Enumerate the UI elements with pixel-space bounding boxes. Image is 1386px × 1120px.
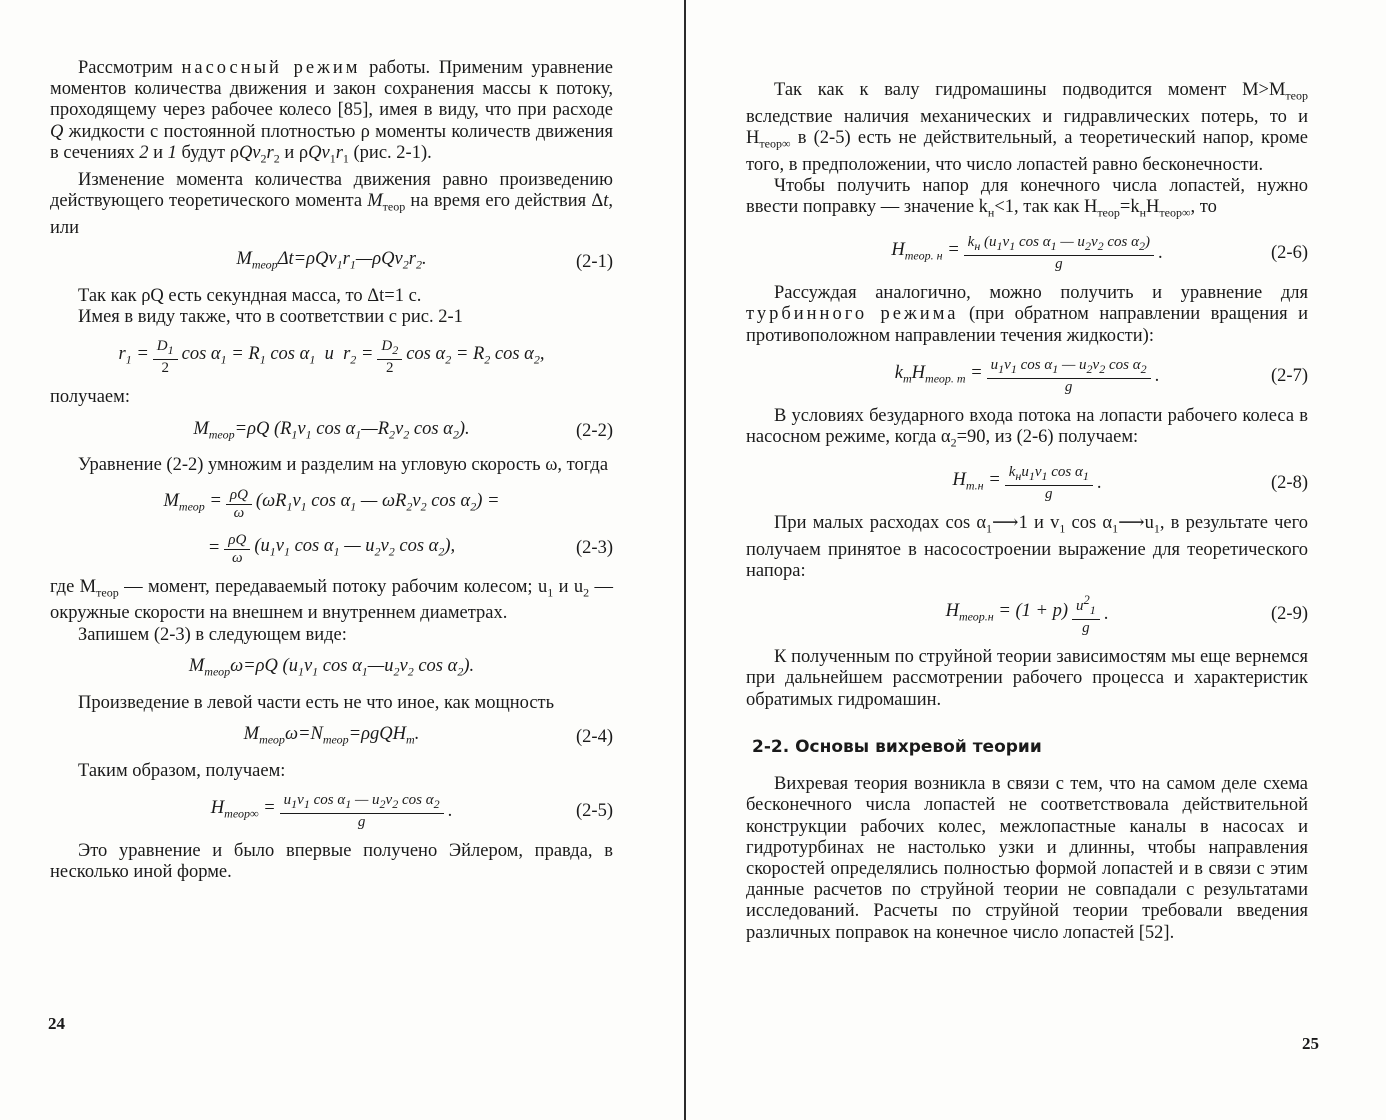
equation-2-2: $M_{теор}=\rho Q$ ($R_1v_1$ $\cos \alpha_1—R_2v_2$ $\cos \alpha_2$). (2-2) [193, 418, 613, 442]
equation-2-5: $H_{теор\infty}$ = $\frac{u_1v_1 \cos \alpha_1 — u_2v_2 \cos \alpha_2}{g}$ . (2-5) [210, 792, 613, 831]
paragraph-multiply: Уравнение (2-2) умножим и разделим на угловую скорость ω, тогда [78, 455, 609, 476]
equation-2-3-line1: $M_{теор}$ = $\frac{\rho Q}{\omega}$ ($\omega R_1v_1$ $\cos \alpha_1$ — $\omega R_2v_2$ $\cos \alpha_2$) = [163, 486, 500, 521]
paragraph-obtain: получаем: [50, 387, 130, 408]
paragraph-pump-mode: Рассмотрим насосный режим работы. Применим уравнение моментов количества движения и закон сохранения массы к потоку, проходящему через рабочее колесо [85], имея в виду, что при расходе Q жидкости с постоянной плотностью ρ моменты количеств движения в сечениях 2 и 1 будут $\rho Qv_2r_2$ и $\rho Qv_1r_1$ (рис. 2-1). [50, 58, 614, 166]
right-page [690, 0, 1386, 1120]
paragraph-euler: Это уравнение и было впервые получено Эйлером, правда, в несколько иной форме. [50, 841, 613, 883]
paragraph-vortex-theory: Вихревая теория возникла в связи с тем, что на самом деле схема бесконечного числа лопастей не соответствовала действительной конструкции рабочих колес, межлопастные каналы в насосах и гидротурбинах не настолько узки и длинны, чтобы направления скоростей определялись полностью формой лопастей и в связи с этим данные расчетов по струйной теории не совпадали с результатами исследований. Расчеты по струйной теории требовали введения различных поправок на конечное число лопастей [52]. [746, 774, 1308, 943]
equation-2-4: $M_{теор}\omega=N_{теор}=\rho gQH_т$. (2-4) [243, 723, 613, 747]
paragraph-fig-ref: Имея в виду также, что в соответствии с рис. 2-1 [78, 307, 463, 328]
paragraph-turbine-mode: Рассуждая аналогично, можно получить и уравнение для турбинного режима (при обратном направлении вращения и противоположном направлении течения жидкости): [746, 283, 1308, 346]
left-page [0, 0, 672, 1120]
equation-2-9: $H_{теор.н} = (1 + p)$ $\frac{u^2_1}{g}$ . (2-9) [945, 593, 1308, 637]
right-text-column [746, 80, 1308, 944]
page-number-left: 24 [48, 1014, 65, 1033]
equation-2-1: $M_{теор}\Delta t=\rho Qv_1r_1—\rho Qv_2r_2$. (2-1) [236, 249, 613, 272]
left-text-column [50, 58, 613, 883]
paragraph-shockless-entry: В условиях безударного входа потока на лопасти рабочего колеса в насосном режиме, когда $\alpha_2=90$, из (2-6) получаем: [746, 405, 1308, 450]
paragraph-shaft-moment: Так как к валу гидромашины подводится момент $M>M_{теор}$ вследствие наличия механических и гидравлических потерь, то и $H_{теор\infty}$ в (2-5) есть не действительный, а теоретический напор, кроме того, в предположении, что число лопастей равно бесконечности. [746, 80, 1308, 175]
paragraph-small-flows: При малых расходах $\cos \alpha_1⟶1$ и $v_1$ $\cos \alpha_1⟶u_1$, в результате чего получаем принятое в насосостроении выражение для теоретического напора: [746, 512, 1309, 582]
paragraph-finite-blades: Чтобы получить напор для конечного числа лопастей, нужно ввести поправку — значение $k_н<1$, так как $H_{теор}=k_нH_{теор\infty}$, то [746, 176, 1308, 221]
paragraph-return: К полученным по струйной теории зависимостям мы еще вернемся при дальнейшем рассмотрении рабочего процесса и характеристик обратимых гидромашин. [746, 647, 1308, 710]
equation-2-7: $k_тH_{теор. т}$ = $\frac{u_1v_1 \cos \alpha_1 — u_2v_2 \cos \alpha_2}{g}$ . (2-7) [894, 356, 1308, 395]
paragraph-moment-change: Изменение момента количества движения равно произведению действующего теоретического момента $M_{теор}$ на время его действия Δt, или [50, 169, 613, 238]
paragraph-where: где $M_{теор}$ — момент, передаваемый потоку рабочим колесом; $u_1$ и $u_2$ — окружные скорости на внешнем и внутреннем диаметрах. [50, 576, 614, 624]
paragraph-mass: Так как ρQ есть секундная масса, то Δt=1 с. [78, 285, 422, 306]
paragraph-write: Запишем (2-3) в следующем виде: [78, 624, 347, 645]
equation-2-3-line2: = $\frac{\rho Q}{\omega}$ ($u_1v_1$ $\cos \alpha_1$ — $u_2v_2$ $\cos \alpha_2$), (2-3) [207, 531, 613, 566]
equation-2-6: $H_{теор. н}$ = $\frac{k_н (u_1v_1 \cos \alpha_1 — u_2v_2 \cos \alpha_2)}{g}$ . (2-6) [891, 234, 1308, 273]
page-number-right: 25 [1302, 1034, 1319, 1053]
section-heading: 2-2. Основы вихревой теории [752, 736, 1042, 757]
equation-power-form: $M_{теор}\omega=\rho Q$ ($u_1v_1$ $\cos \alpha_1—u_2v_2$ $\cos \alpha_2$). [188, 655, 475, 679]
book-spine [684, 0, 686, 1120]
paragraph-product: Произведение в левой части есть не что иное, как мощность [78, 692, 555, 713]
paragraph-thus: Таким образом, получаем: [78, 760, 286, 781]
equation-2-8: $H_{т.н}$ = $\frac{k_нu_1v_1 \cos \alpha_1}{g}$ . (2-8) [952, 463, 1308, 502]
equation-radii: $r_1$ = $\frac{D_1}{2}$ $\cos \alpha_1 = R_1$ $\cos \alpha_1$ и $r_2$ = $\frac{D_2}{2}$ $\cos \alpha_2 = R_2$ $\cos \alpha_2$, [118, 338, 545, 377]
